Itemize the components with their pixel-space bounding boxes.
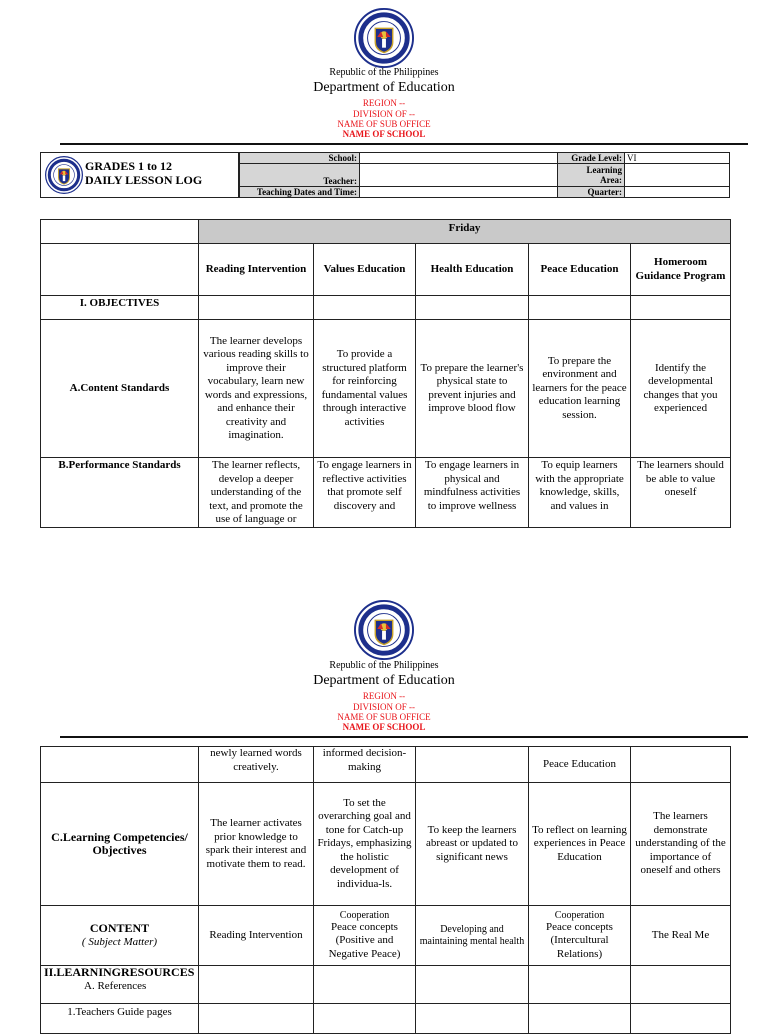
tg-cell <box>199 1004 314 1034</box>
division-label: DIVISION OF -- <box>353 109 415 119</box>
performance-standards-peace: To equip learners with the appropriate knowledge, skills, and values in <box>535 459 624 512</box>
competencies-peace: To reflect on learning experiences in Peace Education <box>529 783 631 906</box>
competencies-reading: The learner activates prior knowledge to spark their interest and motivate them to read. <box>199 783 314 906</box>
school-name-label-page2: NAME OF SCHOOL <box>342 722 426 732</box>
log-title-box <box>40 152 239 198</box>
competencies-values: To set the overarching goal and tone for Catch-up Fridays, emphasizing the holistic development of individua-ls. <box>314 783 416 906</box>
sub-office-label: NAME OF SUB OFFICE <box>337 119 431 129</box>
competencies-health: To keep the learners abreast or updated to significant news <box>416 783 529 906</box>
objectives-cell <box>199 296 314 320</box>
tg-cell <box>631 1004 731 1034</box>
content-peace-line1: Cooperation <box>554 909 605 921</box>
learning-resources-label: II.LEARNINGRESOURCES <box>44 965 195 979</box>
continuation-health <box>416 747 529 783</box>
deped-seal-icon <box>354 8 414 68</box>
content-label-cell <box>41 906 199 966</box>
objectives-cell <box>631 296 731 320</box>
region-label: REGION -- <box>362 98 406 108</box>
lesson-table-page2 <box>40 746 731 1034</box>
region-label-page2: REGION -- <box>362 691 406 701</box>
republic-label: Republic of the Philippines <box>329 67 439 78</box>
resources-cell <box>416 966 529 1004</box>
continuation-peace: Peace Education <box>529 747 631 783</box>
sub-office-label-page2: NAME OF SUB OFFICE <box>337 712 431 722</box>
content-homeroom: The Real Me <box>631 906 731 966</box>
content-reading: Reading Intervention <box>199 906 314 966</box>
resources-cell <box>199 966 314 1004</box>
performance-standards-reading: The learner reflects, develop a deeper understanding of the text, and promote the use of language or <box>209 459 303 525</box>
school-label: School: <box>240 153 360 164</box>
competencies-label: C.Learning Competencies/ Objectives <box>41 783 199 906</box>
log-title-line2: DAILY LESSON LOG <box>85 173 203 187</box>
department-label-page2: Department of Education <box>313 673 455 688</box>
department-label: Department of Education <box>313 80 455 95</box>
performance-standards-homeroom: The learners should be able to value oneself <box>637 459 724 498</box>
continuation-values: informed decision-making <box>314 747 416 783</box>
col-header-health: Health Education <box>416 244 529 296</box>
content-peace-cell <box>529 906 631 966</box>
continuation-homeroom <box>631 747 731 783</box>
division-label-page2: DIVISION OF -- <box>353 702 415 712</box>
tg-cell <box>529 1004 631 1034</box>
lesson-table-page1 <box>40 219 731 528</box>
content-values-cell <box>314 906 416 966</box>
school-name-label: NAME OF SCHOOL <box>342 129 426 139</box>
content-values-line1: Cooperation <box>339 909 390 921</box>
republic-label-page2: Republic of the Philippines <box>329 660 439 671</box>
content-standards-label: A.Content Standards <box>41 320 199 458</box>
school-field[interactable] <box>360 153 558 164</box>
content-health-cell <box>416 906 529 966</box>
teacher-label: Teacher: <box>240 164 360 187</box>
objectives-cell <box>416 296 529 320</box>
day-header: Friday <box>199 220 731 244</box>
col-header-peace: Peace Education <box>529 244 631 296</box>
col-header-reading: Reading Intervention <box>199 244 314 296</box>
objectives-cell <box>314 296 416 320</box>
learning-area-field[interactable] <box>625 164 730 187</box>
grade-field[interactable]: VI <box>625 153 730 164</box>
content-standards-reading: The learner develops various reading skills to improve their vocabulary, learn new words and expressions, and enhance their creativity and imagination. <box>199 320 314 458</box>
content-standards-health: To prepare the learner's physical state to prevent injuries and improve blood flow <box>416 320 529 458</box>
dates-field[interactable] <box>360 187 558 198</box>
log-title-line1: GRADES 1 to 12 <box>85 159 173 173</box>
teacher-field[interactable] <box>360 164 558 187</box>
learning-area-label: Learning Area: <box>558 164 625 187</box>
content-values-line2: Peace concepts (Positive and Negative Peace) <box>328 920 401 960</box>
col-header-values: Values Education <box>314 244 416 296</box>
content-standards-peace: To prepare the environment and learners for the peace education learning session. <box>529 320 631 458</box>
content-health-line1: Developing and maintaining mental health <box>419 923 525 947</box>
tg-cell <box>416 1004 529 1034</box>
quarter-label: Quarter: <box>558 187 625 198</box>
resources-cell <box>631 966 731 1004</box>
quarter-field[interactable] <box>625 187 730 198</box>
objectives-label: I. OBJECTIVES <box>41 296 199 320</box>
performance-standards-health: To engage learners in physical and mindfulness activities to improve wellness <box>423 459 521 512</box>
content-standards-values: To provide a structured platform for reinforcing fundamental values through interactive activities <box>314 320 416 458</box>
resources-label-cell <box>41 966 199 1004</box>
resources-cell <box>529 966 631 1004</box>
continuation-label-cell <box>41 747 199 783</box>
performance-standards-label: B.Performance Standards <box>41 458 199 528</box>
header-rule-page2 <box>60 736 748 738</box>
empty-corner-cell <box>41 220 199 244</box>
objectives-cell <box>529 296 631 320</box>
log-info-table <box>239 152 730 198</box>
tg-cell <box>314 1004 416 1034</box>
references-label: A. References <box>84 979 147 992</box>
deped-seal-icon <box>354 600 414 660</box>
content-standards-homeroom: Identify the developmental changes that you experienced <box>631 320 731 458</box>
header-rule <box>60 143 748 145</box>
competencies-homeroom: The learners demonstrate understanding of the importance of oneself and others <box>631 783 731 906</box>
teachers-guide-label: 1.Teachers Guide pages <box>41 1004 199 1034</box>
deped-seal-small-icon <box>45 156 83 194</box>
col-header-homeroom: Homeroom Guidance Program <box>631 244 731 296</box>
resources-cell <box>314 966 416 1004</box>
content-peace-line2: Peace concepts (Intercultural Relations) <box>546 920 613 960</box>
content-sub-label: ( Subject Matter) <box>81 935 158 948</box>
dates-label: Teaching Dates and Time: <box>240 187 360 198</box>
empty-label-cell <box>41 244 199 296</box>
grade-label: Grade Level: <box>558 153 625 164</box>
continuation-reading: newly learned words creatively. <box>199 747 314 783</box>
performance-standards-values: To engage learners in reflective activities that promote self discovery and <box>317 459 412 512</box>
content-label: CONTENT <box>89 921 150 935</box>
